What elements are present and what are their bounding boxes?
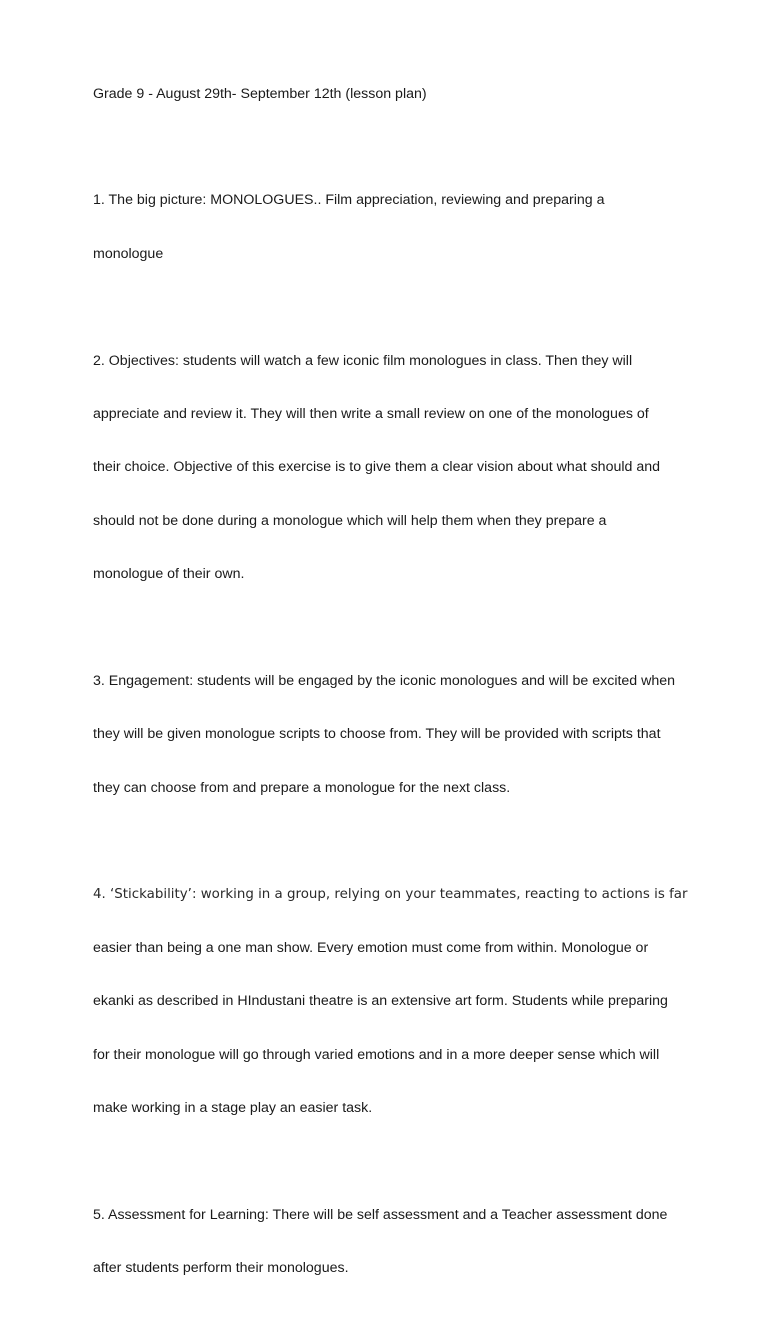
section-line: their choice. Objective of this exercise is to give them a clear vision about what should and (93, 459, 661, 476)
section-stickability (93, 851, 693, 1154)
section-line: 1. The big picture: MONOLOGUES.. Film appreciation, reviewing and preparing a (93, 192, 605, 209)
section-line: monologue of their own. (93, 566, 245, 583)
section-line: ekanki as described in HIndustani theatre is an extensive art form. Students while preparing (93, 993, 668, 1010)
section-assessment (93, 1171, 693, 1313)
section-engagement (93, 637, 693, 833)
lesson-plan-title: Grade 9 - August 29th- September 12th (lesson plan) (93, 86, 427, 102)
section-line: monologue (93, 245, 164, 262)
section-line: should not be done during a monologue which will help them when they prepare a (93, 512, 607, 529)
section-line: make working in a stage play an easier task. (93, 1100, 373, 1117)
section-objectives (93, 317, 693, 620)
section-line: they will be given monologue scripts to choose from. They will be provided with scripts that (93, 726, 661, 743)
section-line: 4. ‘Stickability’: working in a group, relying on your teammates, reacting to actions is far (93, 887, 688, 903)
section-line: 3. Engagement: students will be engaged by the iconic monologues and will be excited when (93, 672, 676, 689)
section-line: 5. Assessment for Learning: There will be self assessment and a Teacher assessment done (93, 1206, 668, 1223)
section-line: appreciate and review it. They will then write a small review on one of the monologues of (93, 405, 649, 422)
lesson-plan-body (93, 86, 693, 1331)
section-line: they can choose from and prepare a monologue for the next class. (93, 779, 511, 796)
section-line: easier than being a one man show. Every emotion must come from within. Monologue or (93, 939, 649, 956)
section-big-picture (93, 157, 693, 299)
section-line: for their monologue will go through varied emotions and in a more deeper sense which will (93, 1046, 660, 1063)
section-line: 2. Objectives: students will watch a few iconic film monologues in class. Then they will (93, 352, 633, 369)
section-line: after students perform their monologues. (93, 1260, 349, 1277)
